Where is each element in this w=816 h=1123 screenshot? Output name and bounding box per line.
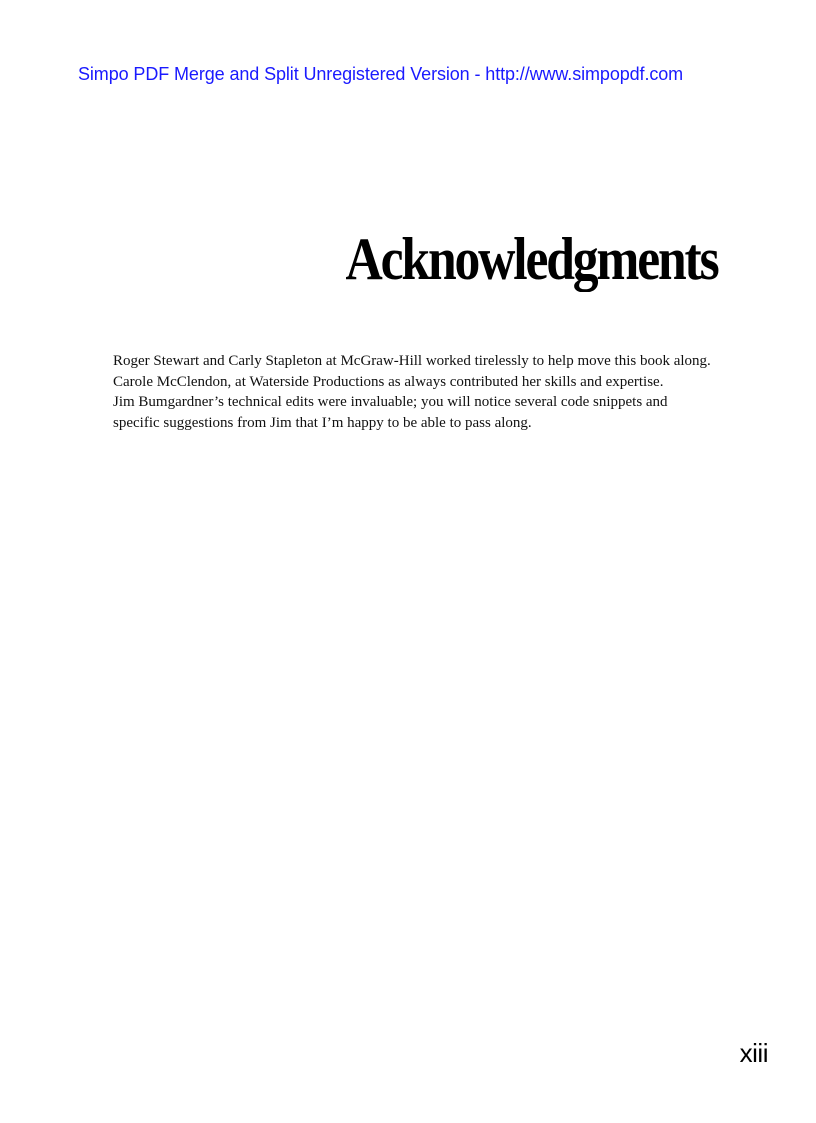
page-title: Acknowledgments (346, 226, 718, 292)
acknowledgments-paragraph (113, 351, 753, 433)
paragraph-line: Carole McClendon, at Waterside Productions as always contributed her skills and expertise. (113, 373, 664, 390)
watermark-link[interactable]: Simpo PDF Merge and Split Unregistered Version - http://www.simpopdf.com (78, 64, 684, 84)
paragraph-line: Jim Bumgardner’s technical edits were invaluable; you will notice several code snippets and (113, 394, 668, 410)
page-number: xiii (739, 1038, 768, 1068)
paragraph-line: Roger Stewart and Carly Stapleton at McGraw-Hill worked tirelessly to help move this book along. (113, 353, 711, 369)
paragraph-line: specific suggestions from Jim that I’m happy to be able to pass along. (113, 414, 532, 431)
